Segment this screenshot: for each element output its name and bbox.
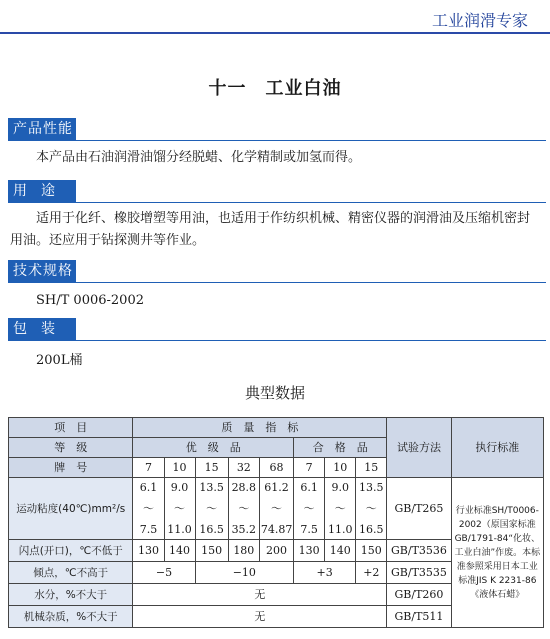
header-quality: 质 量 指 标 bbox=[133, 418, 387, 438]
flash-cell: 130 bbox=[133, 540, 164, 562]
brand-cell: 15 bbox=[195, 458, 228, 478]
viscosity-cell: 9.0 ～ 11.0 bbox=[164, 478, 195, 540]
flash-cell: 140 bbox=[325, 540, 356, 562]
brand-cell: 15 bbox=[356, 458, 387, 478]
typical-data-table bbox=[8, 417, 544, 628]
header-qualified: 合 格 品 bbox=[294, 438, 387, 458]
water-cell: 无 bbox=[133, 584, 387, 606]
spec-text: SH/T 0006-2002 bbox=[36, 293, 144, 308]
method-cell: GB/T260 bbox=[387, 584, 451, 606]
section-rule bbox=[8, 282, 546, 283]
brand-cell: 7 bbox=[294, 458, 325, 478]
brand-cell: 7 bbox=[133, 458, 164, 478]
row-label: 水分，%不大于 bbox=[9, 584, 133, 606]
flash-cell: 140 bbox=[164, 540, 195, 562]
method-cell: GB/T3536 bbox=[387, 540, 451, 562]
pour-cell: −5 bbox=[133, 562, 195, 584]
section-rule bbox=[8, 140, 546, 141]
usage-text-line1: 适用于化纤、橡胶增塑等用油，也适用于作纺织机械、精密仪器的润滑油及压缩机密封 bbox=[36, 211, 531, 226]
viscosity-cell: 6.1 ～ 7.5 bbox=[294, 478, 325, 540]
table-row bbox=[9, 418, 544, 438]
row-label: 机械杂质，%不大于 bbox=[9, 606, 133, 628]
flash-cell: 180 bbox=[228, 540, 259, 562]
header-grade: 等 级 bbox=[9, 438, 133, 458]
section-label-packaging: 包装 bbox=[8, 318, 76, 340]
section-label-usage: 用途 bbox=[8, 180, 76, 202]
standard-cell: 行业标准SH/T0006-2002（原国家标准GB/1791-84“化妆、工业白油”作废。本标准参照采用日本工业标准JIS K 2231-86《液体石蜡》 bbox=[451, 478, 543, 628]
header-brand: 牌 号 bbox=[9, 458, 133, 478]
pour-cell: +3 bbox=[294, 562, 356, 584]
method-cell: GB/T511 bbox=[387, 606, 451, 628]
impurity-cell: 无 bbox=[133, 606, 387, 628]
brand-cell: 32 bbox=[228, 458, 259, 478]
header-standard: 执行标准 bbox=[451, 418, 543, 478]
row-label: 倾点，℃不高于 bbox=[9, 562, 133, 584]
brand-cell: 10 bbox=[164, 458, 195, 478]
viscosity-cell: 13.5 ～ 16.5 bbox=[195, 478, 228, 540]
viscosity-cell: 28.8 ～ 35.2 bbox=[228, 478, 259, 540]
section-rule bbox=[8, 202, 546, 203]
viscosity-cell: 6.1 ～ 7.5 bbox=[133, 478, 164, 540]
packaging-text: 200L桶 bbox=[36, 353, 83, 368]
performance-text: 本产品由石油润滑油馏分经脱蜡、化学精制或加氢而得。 bbox=[36, 150, 362, 165]
header-title: 工业润滑专家 bbox=[431, 11, 528, 30]
flash-cell: 130 bbox=[294, 540, 325, 562]
header-item: 项 目 bbox=[9, 418, 133, 438]
viscosity-cell: 9.0 ～ 11.0 bbox=[325, 478, 356, 540]
section-rule bbox=[8, 340, 546, 341]
usage-text-line2: 用油。还应用于钻探测井等作业。 bbox=[10, 233, 206, 248]
row-label: 运动粘度(40℃)mm²/s bbox=[9, 478, 133, 540]
section-label-spec: 技术规格 bbox=[8, 260, 76, 282]
method-cell: GB/T265 bbox=[387, 478, 451, 540]
pour-cell: −10 bbox=[195, 562, 293, 584]
header-method: 试验方法 bbox=[387, 418, 451, 478]
flash-cell: 150 bbox=[356, 540, 387, 562]
header-rule bbox=[0, 32, 550, 34]
flash-cell: 200 bbox=[259, 540, 293, 562]
page-title: 十一 工业白油 bbox=[208, 78, 342, 99]
table-caption: 典型数据 bbox=[244, 384, 305, 402]
section-label-performance: 产品性能 bbox=[8, 118, 76, 140]
viscosity-cell: 13.5 ～ 16.5 bbox=[356, 478, 387, 540]
flash-cell: 150 bbox=[195, 540, 228, 562]
table-row-viscosity bbox=[9, 478, 544, 540]
brand-cell: 68 bbox=[259, 458, 293, 478]
row-label: 闪点(开口)，℃不低于 bbox=[9, 540, 133, 562]
pour-cell: +2 bbox=[356, 562, 387, 584]
method-cell: GB/T3535 bbox=[387, 562, 451, 584]
brand-cell: 10 bbox=[325, 458, 356, 478]
header-excellent: 优 级 品 bbox=[133, 438, 294, 458]
viscosity-cell: 61.2 ～ 74.87 bbox=[259, 478, 293, 540]
